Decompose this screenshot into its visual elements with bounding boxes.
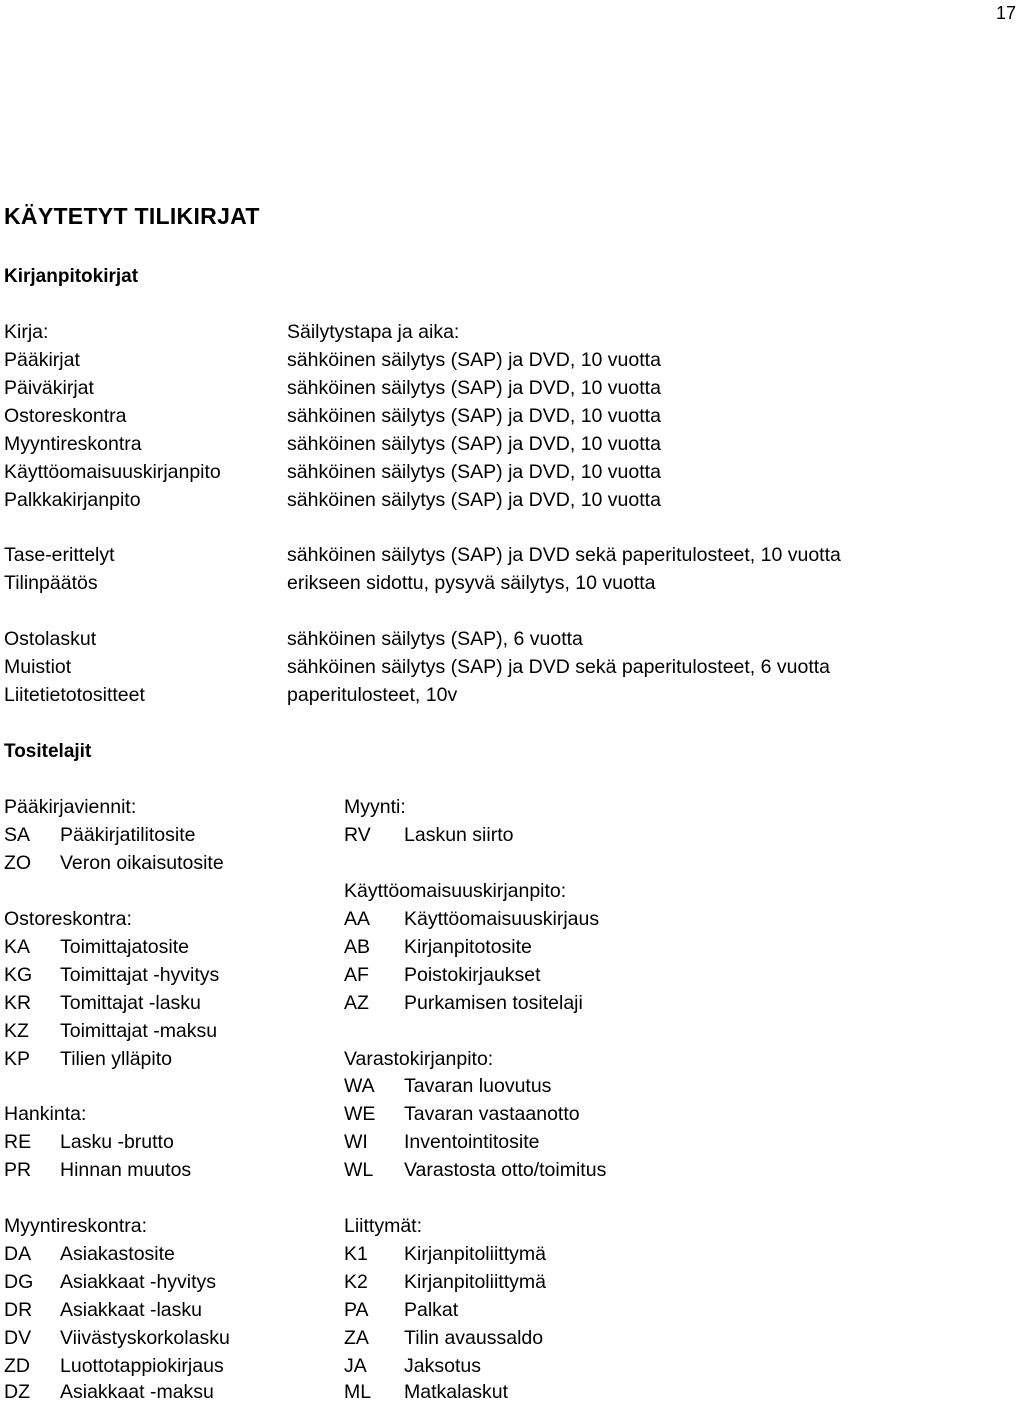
section-heading-kirjanpitokirjat: Kirjanpitokirjat	[4, 266, 139, 287]
doc-label: Viivästyskorkolasku	[60, 1327, 230, 1349]
doc-code: DR	[4, 1299, 33, 1321]
group-heading: Hankinta:	[4, 1103, 87, 1125]
doc-label: Tilin avaussaldo	[404, 1327, 544, 1349]
book-name: Käyttöomaisuuskirjanpito	[4, 461, 221, 483]
book-storage: sähköinen säilytys (SAP) ja DVD sekä paperitulosteet, 10 vuotta	[287, 544, 841, 566]
doc-label: Tavaran vastaanotto	[404, 1103, 580, 1125]
doc-code: WI	[344, 1131, 368, 1153]
book-name: Pääkirjat	[4, 349, 80, 371]
book-storage: sähköinen säilytys (SAP) ja DVD, 10 vuotta	[287, 349, 661, 371]
doc-code: AF	[344, 964, 369, 986]
book-storage: sähköinen säilytys (SAP) ja DVD, 10 vuotta	[287, 489, 661, 511]
doc-code: KZ	[4, 1020, 29, 1042]
book-name: Palkkakirjanpito	[4, 489, 141, 511]
group-heading: Varastokirjanpito:	[344, 1048, 494, 1070]
doc-code: ZA	[344, 1327, 369, 1349]
doc-label: Purkamisen tositelaji	[404, 992, 583, 1014]
doc-code: KP	[4, 1048, 31, 1070]
doc-label: Poistokirjaukset	[404, 964, 541, 986]
group-heading: Ostoreskontra:	[4, 908, 132, 930]
doc-code: DV	[4, 1327, 32, 1349]
doc-code: AA	[344, 908, 371, 930]
doc-code: RV	[344, 824, 371, 846]
doc-label: Tomittajat -lasku	[60, 992, 201, 1014]
group-heading: Pääkirjaviennit:	[4, 796, 137, 818]
page-number: 17	[995, 3, 1016, 23]
doc-label: Luottotappiokirjaus	[60, 1355, 224, 1377]
doc-label: Matkalaskut	[404, 1381, 509, 1403]
doc-label: Asiakkaat -maksu	[60, 1381, 214, 1403]
doc-code: DZ	[4, 1381, 30, 1403]
col-header-storage: Säilytystapa ja aika:	[287, 321, 460, 343]
section-heading-tositelajit: Tositelajit	[4, 741, 92, 762]
book-storage: sähköinen säilytys (SAP), 6 vuotta	[287, 628, 583, 650]
book-storage: sähköinen säilytys (SAP) ja DVD, 10 vuotta	[287, 461, 661, 483]
book-name: Päiväkirjat	[4, 377, 94, 399]
book-storage: sähköinen säilytys (SAP) ja DVD, 10 vuotta	[287, 377, 661, 399]
page-title: KÄYTETYT TILIKIRJAT	[4, 203, 260, 229]
doc-code: WA	[344, 1075, 375, 1097]
doc-code: KA	[4, 936, 31, 958]
doc-label: Pääkirjatilitosite	[60, 824, 196, 846]
group-heading: Myynti:	[344, 796, 406, 818]
doc-label: Inventointitosite	[404, 1131, 540, 1153]
doc-code: PR	[4, 1159, 32, 1181]
doc-label: Kirjanpitoliittymä	[404, 1243, 546, 1265]
doc-label: Tavaran luovutus	[404, 1075, 552, 1097]
book-name: Ostolaskut	[4, 628, 97, 650]
doc-label: Hinnan muutos	[60, 1159, 192, 1181]
doc-label: Asiakkaat -lasku	[60, 1299, 202, 1321]
doc-code: ZO	[4, 852, 32, 874]
doc-code: K1	[344, 1243, 368, 1265]
col-header-book: Kirja:	[4, 321, 49, 343]
doc-label: Toimittajat -maksu	[60, 1020, 218, 1042]
doc-label: Asiakkaat -hyvitys	[60, 1271, 217, 1293]
doc-label: Toimittajat -hyvitys	[60, 964, 220, 986]
doc-label: Jaksotus	[404, 1355, 481, 1377]
doc-code: DA	[4, 1243, 32, 1265]
book-storage: sähköinen säilytys (SAP) ja DVD, 10 vuotta	[287, 405, 661, 427]
doc-code: PA	[344, 1299, 369, 1321]
doc-label: Veron oikaisutosite	[60, 852, 224, 874]
doc-code: K2	[344, 1271, 368, 1293]
book-storage: sähköinen säilytys (SAP) ja DVD, 10 vuotta	[287, 433, 661, 455]
book-storage: sähköinen säilytys (SAP) ja DVD sekä paperitulosteet, 6 vuotta	[287, 656, 831, 678]
doc-label: Varastosta otto/toimitus	[404, 1159, 607, 1181]
doc-code: ZD	[4, 1355, 30, 1377]
doc-label: Kirjanpitotosite	[404, 936, 532, 958]
doc-code: KG	[4, 964, 33, 986]
doc-label: Asiakastosite	[60, 1243, 175, 1265]
doc-code: SA	[4, 824, 31, 846]
doc-label: Käyttöomaisuuskirjaus	[404, 908, 600, 930]
doc-code: JA	[344, 1355, 367, 1377]
doc-code: AB	[344, 936, 371, 958]
doc-code: RE	[4, 1131, 32, 1153]
group-heading: Käyttöomaisuuskirjanpito:	[344, 880, 567, 902]
doc-label: Toimittajatosite	[60, 936, 189, 958]
doc-label: Palkat	[404, 1299, 459, 1321]
doc-label: Tilien ylläpito	[60, 1048, 172, 1070]
group-heading: Liittymät:	[344, 1215, 423, 1237]
book-storage: paperitulosteet, 10v	[287, 684, 458, 706]
doc-code: WL	[344, 1159, 374, 1181]
doc-code: KR	[4, 992, 32, 1014]
book-name: Tase-erittelyt	[4, 544, 115, 566]
doc-code: ML	[344, 1381, 372, 1403]
doc-label: Lasku -brutto	[60, 1131, 174, 1153]
book-name: Myyntireskontra	[4, 433, 142, 455]
book-storage: erikseen sidottu, pysyvä säilytys, 10 vuotta	[287, 572, 656, 594]
book-name: Muistiot	[4, 656, 72, 678]
book-name: Tilinpäätös	[4, 572, 98, 594]
doc-label: Kirjanpitoliittymä	[404, 1271, 546, 1293]
group-heading: Myyntireskontra:	[4, 1215, 148, 1237]
doc-code: WE	[344, 1103, 376, 1125]
book-name: Liitetietotositteet	[4, 684, 145, 706]
doc-code: AZ	[344, 992, 369, 1014]
doc-code: DG	[4, 1271, 34, 1293]
book-name: Ostoreskontra	[4, 405, 127, 427]
doc-label: Laskun siirto	[404, 824, 514, 846]
